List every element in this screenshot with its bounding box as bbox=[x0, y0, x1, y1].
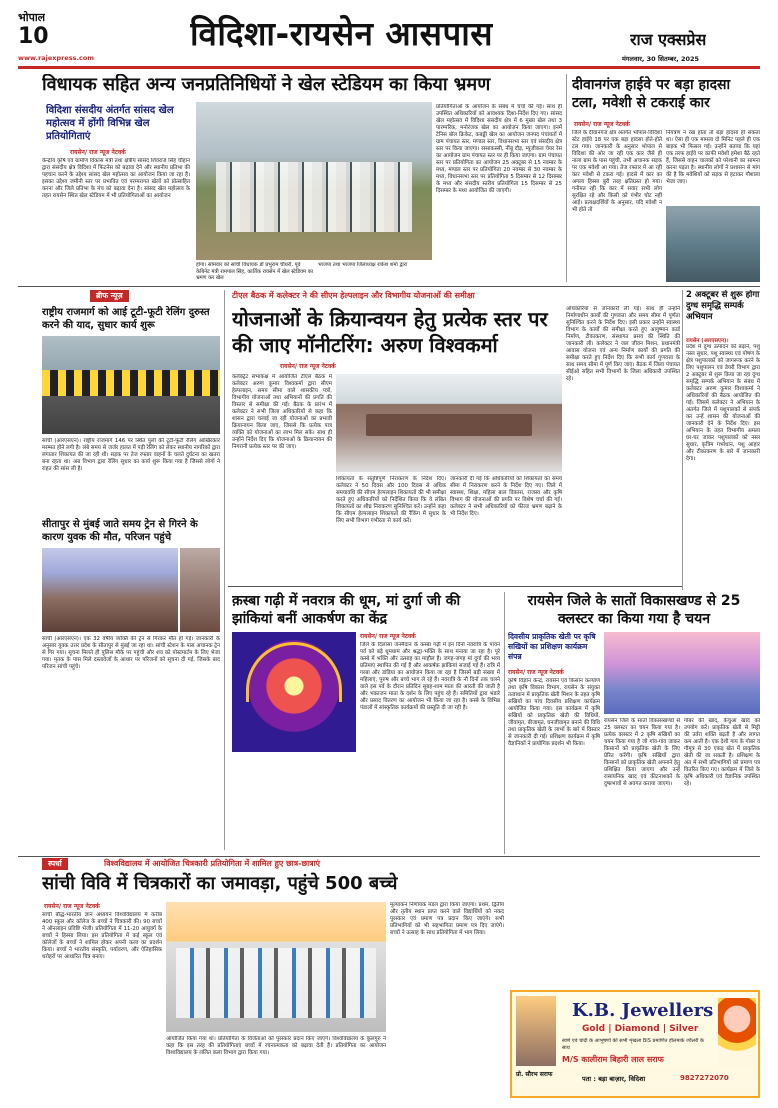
section-rule-3 bbox=[18, 856, 760, 857]
story1-subhead: विदिशा संसदीय अंतर्गत सांसद खेल महोत्सव में होंगी विभिन्न खेल प्रतियोगिताएं bbox=[46, 105, 174, 142]
cluster-photo bbox=[604, 632, 760, 714]
accident-body-1: जिले के दीवानगंज क्षेत्र अंतर्गत भोपाल-विदिशा स्टेट हाईवे 18 पर एक बड़ा हादसा होते-होते टल गया। जानकारी के अनुसार भोपाल से विदिशा की ओर जा रही एक कार जैसे ही नाला ग्राम के पास पहुंची, तभी अचानक सड़क पर एक मवेशी आ गया। तेज रफ्तार में आ रही कार मवेशी से टकरा गई। हादसे में कार का अगला हिस्सा बुरी तरह क्षतिग्रस्त हो गया। गनीमत रही कि कार में सवार सभी लोग सुरक्षित रहे और किसी को गंभीर चोट नहीं आई। प्रत्यक्षदर्शियों के अनुसार, यदि मवेशी न भी होते तो bbox=[572, 130, 662, 213]
section-rule-2 bbox=[228, 586, 682, 587]
masthead bbox=[18, 8, 760, 66]
ad-brand: K.B. Jewellers bbox=[572, 1000, 714, 1021]
navratri-photo bbox=[232, 632, 356, 752]
cluster-headline: रायसेन जिले के सातों विकासखण्ड से 25 क्लस्टर का किया गया है चयन bbox=[527, 593, 741, 627]
story1-body-right: प्रतियोगिताओं के आयोजन के संबंध में चर्चा की गई। साथ ही उपस्थित अधिकारियों को आवश्यक दिशा-निर्देश दिए गए। सांसद खेल महोत्सव में विदिशा संसदीय क्षेत्र में 6 मुख्य खेल तथा 3 पारम्परिक, मनोरंजक खेल का आयोजन किया जाएगा। इनमें टेनिस बॉल क्रिकेट, कबड्डी खेल का आयोजन जनपद पंचायतों में ग्राम पंचायत स्तर, मण्डल स्तर, विधानसभा स्तर एवं संसदीय क्षेत्र स्तर पर किया जाएगा। रस्साकस्सी, नींबू दौड़, म्यूजीकल चेयर रेस का आयोजन ग्राम पंचायत स्तर पर ही किया जाएगा। ग्राम पंचायत स्तर पर प्रतियोगिता का आयोजन 25 अक्टूबर से 15 नवम्बर के मध्य, मण्डल स्तर पर प्रतियोगिता 20 नवम्बर से 30 नवम्बर के मध्य, विधानसभा स्तर पर प्रतियोगिता 5 दिसम्बर से 12 दिसम्बर के मध्य और संसदीय स्तरीय प्रतियोगिता 15 दिसम्बर से 25 दिसम्बर के मध्य आयोजित की जाएगी। bbox=[436, 104, 562, 194]
cluster-subhead: दिवसीय प्राकृतिक खेती पर कृषि सखियों का प्रशिक्षण कार्यक्रम संपन्न bbox=[508, 632, 596, 661]
story1-caption-2: भाजपा तथा भाजपा जिलाध्यक्ष राकेश शर्मा द्वारा bbox=[318, 262, 408, 268]
section-rule-1 bbox=[18, 286, 760, 287]
brief-photo-3 bbox=[180, 548, 220, 632]
milk-headline: 2 अक्टूबर से शुरू होगा दुग्ध समृद्धि सम्पर्क अभियान bbox=[686, 290, 760, 322]
students-shape bbox=[176, 948, 376, 1018]
meeting-table-shape bbox=[366, 414, 532, 436]
art-tag: स्पर्धा bbox=[42, 858, 68, 870]
tl-body-a: कलेक्ट्रेट सभाकक्ष में आयोजित टीएल बैठक में कलेक्टर अरुण कुमार विश्वकर्मा द्वारा सीएम हेल्पलाइन, समय सीमा वाले शासकीय पत्रों, विभागीय योजनाओं तथा अभियानों की प्रगति की विस्तार से समीक्षा की गई। बैठक के प्रारंभ में कलेक्टर ने सभी जिला अधिकारियों से कहा कि शासन द्वारा चलाई जा रही योजनाओं का प्रभावी क्रियान्वयन किया जाए, जिससे कि प्रत्येक पात्र व्यक्ति को योजनाओं का लाभ मिल सके। साथ ही उन्होंने निर्देश दिए कि योजनाओं के क्रियान्वयन की निगरानी प्रत्येक स्तर पर की जाए। bbox=[232, 374, 332, 450]
paper-name: राज एक्सप्रेस bbox=[630, 30, 707, 49]
tl-kicker: टीएल बैठक में कलेक्टर ने की सीएम हेल्पलाइन और विभागीय योजनाओं की समीक्षा bbox=[232, 291, 475, 300]
cluster-byline: रायसेन/ राज न्यूज नेटवर्क bbox=[508, 669, 564, 676]
col-divider bbox=[566, 74, 567, 282]
brief-body-1: सांची (आरएसएन)। राष्ट्रीय राजमार्ग 146 पर स्थित पुलों की टूटी-फूटी रेलिंग आखिरकार मरम्मत होने लगी है। लंबे समय से जर्जर हालत में पड़ी रेलिंग को लेकर स्थानीय नागरिकों द्वारा लगातार शिकायत की जा रही थी। सड़क पर तेज रफ्तार वाहनों के चलते दुर्घटना का खतरा बना रहता था। अब विभाग द्वारा रेलिंग सुधार का कार्य शुरू किया गया है जिससे लोगों ने राहत की सांस ली है। bbox=[42, 438, 220, 472]
brief-photo-2 bbox=[42, 548, 178, 632]
art-body-c: मूल्यांकन निर्णायक मंडल द्वारा किया जाएगा। प्रथम, द्वितीय और तृतीय स्थान प्राप्त करने वाले विद्यार्थियों को नकद पुरस्कार एवं प्रमाण पत्र प्रदान किए जाएंगे। सभी प्रतिभागियों को भी सहभागिता प्रमाण पत्र दिए जाएंगे। बच्चों ने उत्साह के साथ प्रतियोगिता में भाग लिया। bbox=[390, 902, 504, 936]
cluster-body-a: कृषि विज्ञान केन्द्र, रायसेन एवं किसान कल्याण तथा कृषि विकास विभाग, रायसेन के संयुक्त तत्वाधान में प्राकृतिक खेती मिशन के तहत कृषि सखियों का पांच दिवसीय प्रशिक्षण कार्यक्रम आयोजित किया गया। इस कार्यक्रम में कृषि सखियों को प्राकृतिक खेती की विधियों, जीवामृत, बीजामृत, घनजीवामृत बनाने की विधि तथा प्राकृतिक खेती के लाभों के बारे में विस्तार से जानकारी दी गई। प्रशिक्षण कार्यक्रम में कृषि वैज्ञानिकों ने प्रायोगिक प्रदर्शन भी किया। bbox=[508, 678, 600, 747]
story1-photo bbox=[196, 102, 432, 260]
navratri-byline: रायसेन/ राज न्यूज नेटवर्क bbox=[360, 633, 416, 640]
cluster-body-b: रायसेन जिले के सातों विकासखण्डों से 25 क्लस्टर का चयन किया गया है। प्रत्येक क्लस्टर में 2 कृषि सखियों का चयन किया गया है जो गांव-गांव जाकर किसानों को प्राकृतिक खेती के लिए प्रेरित करेंगी। कृषि सखियों द्वारा किसानों को प्राकृतिक खेती अपनाने हेतु प्रशिक्षित किया जाएगा और उन्हें रासायनिक खाद एवं कीटनाशकों के दुष्प्रभावों से अवगत कराया जाएगा। bbox=[604, 718, 680, 787]
story1-headline: विधायक सहित अन्य जनप्रतिनिधियों ने खेल स्टेडियम का किया भ्रमण bbox=[42, 74, 491, 95]
ad-photo bbox=[516, 996, 556, 1066]
tl-byline: रायसेन/ राज न्यूज नेटवर्क bbox=[280, 363, 336, 370]
milk-byline: रायसेन (आरएसएन)। bbox=[686, 338, 729, 344]
accident-body-2: नियंत्रण न रख होता तो बड़ा हादसा हो सकता था। ऐसा ही एक मामला दो मिनिट पहले ही एक बाइक भी फिसल गई। उन्होंने बताया कि यहां एक तरफ हाईवे पर काफी मवेशी हमेशा बैठे रहते हैं, जिससे वाहन चालकों को परेशानी का सामना करना पड़ता है। स्थानीय लोगों ने प्रशासन से मांग की है कि मवेशियों को सड़क से हटाकर गौशाला भेजा जाए। bbox=[666, 130, 760, 185]
brief-tag: ब्रीफ न्यूज़ bbox=[90, 290, 129, 302]
tl-body-b: शिकायतों के संतुष्टिपूर्ण निराकरण के निर्देश दिए। कलेक्टर ने 50 दिवस और 100 दिवस से अधिक समयावधि की सीएम हेल्पलाइन शिकायतों की भी समीक्षा करते हुए अधिकारियों को निर्देशित किया कि वे लंबित शिकायतों का शीघ्र निराकरण सुनिश्चित करें। उन्होंने कहा कि सीएम हेल्पलाइन शिकायतों की रैंकिंग में सुधार के लिए सभी विभाग गंभीरता से कार्य करें। bbox=[336, 476, 446, 524]
masthead-page-number: 10 bbox=[18, 24, 49, 49]
people-group-shape bbox=[216, 162, 412, 232]
brief-headline-1: राष्ट्रीय राजमार्ग को आई टूटी-फूटी रेलिंग दुरुस्त करने की याद, सुधार कार्य शुरू bbox=[42, 307, 210, 331]
art-kicker: विश्वविद्यालय में आयोजित चित्रकारी प्रतियोगिता में शामिल हुए छात्र-छात्राएं bbox=[104, 859, 321, 868]
brief-body-2: सांची (आरएसएन)। एक 32 वर्षीय व्यक्ति की ट्रेन से गिरकर मौत हो गई। जानकारी के अनुसार युवक उत्तर प्रदेश के सीतापुर से मुंबई जा रहा था। सांची स्टेशन के पास अचानक ट्रेन से गिर गया। सूचना मिलते ही पुलिस मौके पर पहुंची और शव को पोस्टमार्टम के लिए भेजा गया। मृतक के पास मिले दस्तावेजों के आधार पर परिजनों को सूचना दी गई, जिसके बाद परिजन सांची पहुंचे। bbox=[42, 636, 220, 670]
art-body-b: आयोजित किया गया था। प्रतियोगिता के विजेताओं को पुरस्कार प्रदान किए जाएंगे। विश्वविद्यालय के कुलगुरु ने कहा कि इस तरह की प्रतियोगिताएं बच्चों में रचनात्मकता को बढ़ावा देती हैं। प्रतियोगिता का आयोजन विश्वविद्यालय के ललित कला विभाग द्वारा किया गया। bbox=[166, 1036, 386, 1056]
accident-photo bbox=[666, 206, 760, 282]
masthead-date: मंगलवार, 30 सितम्बर, 2025 bbox=[622, 55, 700, 63]
ad-owner: प्रो. सौरभ सराफ bbox=[516, 1071, 553, 1078]
masthead-rule bbox=[18, 66, 760, 69]
accident-headline: दीवानगंज हाईवे पर बड़ा हादसा टला, मवेशी से टकराई कार bbox=[572, 77, 731, 111]
art-headline: सांची विवि में चित्रकारों का जमावड़ा, पहुंचे 500 बच्चे bbox=[42, 873, 398, 894]
tl-body-d: अधिकारियों से जानकारी ली गई। साथ ही उन्होंने निर्माणाधीन कार्यों की गुणवत्ता और समय सीमा में पूर्णता सुनिश्चित करने के निर्देश दिए। इसी प्रकार उन्होंने स्वास्थ्य विभाग के कार्यों की समीक्षा करते हुए आयुष्मान कार्ड निर्माण, टीकाकरण, संस्थागत प्रसव की स्थिति की जानकारी ली। कलेक्टर ने जल जीवन मिशन, प्रधानमंत्री आवास योजना एवं अन्य निर्माण कार्यों की प्रगति की समीक्षा करते हुए निर्देश दिए कि सभी कार्य गुणवत्ता के साथ समय सीमा में पूर्ण किए जाएं। बैठक में जिला पंचायत सीईओ सहित सभी विभागों के जिला अधिकारी उपस्थित रहे। bbox=[566, 306, 680, 382]
story1-byline: रायसेन/ राज न्यूज नेटवर्क bbox=[70, 149, 126, 156]
section-title: विदिशा-रायसेन आसपास bbox=[190, 14, 494, 53]
tl-headline: योजनाओं के क्रियान्वयन हेतु प्रत्येक स्तर पर की जाए मॉनीटरिंग: अरुण विश्वकर्मा bbox=[232, 307, 548, 357]
pandal-arch-shape bbox=[246, 642, 342, 702]
art-body-a: सांची बौद्ध-भारतीय ज्ञान अध्ययन विश्वविद्यालय में करीब 400 स्कूल और कॉलेज के बच्चों ने चित्रकारी की। 90 बच्चों ने ऑनलाइन प्रविष्टि भेजी। प्रतियोगिता में 11-20 आयुवर्ग के बच्चों ने हिस्सा लिया। इस प्रतियोगिता में कई स्कूल एवं कॉलेजों के बच्चों ने शामिल होकर अपनी कला का प्रदर्शन किया। बच्चों ने भारतीय संस्कृति, पर्यावरण, और ऐतिहासिक धरोहरों पर आधारित चित्र बनाए। bbox=[42, 912, 162, 960]
ad-address: पता : बड़ा बाज़ार, विदिशा bbox=[582, 1075, 646, 1083]
jeweller-ad bbox=[510, 990, 760, 1098]
col-divider-mid bbox=[504, 592, 505, 854]
masthead-url: www.rajexpress.com bbox=[18, 54, 95, 62]
brief-headline-2: सीतापुर से मुंबई जाते समय ट्रेन से गिरने के कारण युवक की मौत, परिजन पहुंचे bbox=[42, 519, 198, 543]
tl-photo bbox=[336, 374, 562, 472]
navratri-headline: क़स्बा गढ़ी में नवरात्र की धूम, मां दुर्गा जी की झांकियां बनीं आकर्षण का केंद्र bbox=[232, 593, 461, 627]
accident-byline: रायसेन/ राज न्यूज नेटवर्क bbox=[574, 121, 630, 128]
art-photo bbox=[166, 902, 386, 1032]
cluster-body-c: गोबर की खाद, केंचुआ खाद का उपयोग करें। प्राकृतिक खेती से मिट्टी की उर्वरा शक्ति बढ़ती है और लागत कम आती है। एक देशी गाय के गोबर व गौमूत्र से 30 एकड़ खेत में प्राकृतिक खेती की जा सकती है। प्रशिक्षण के अंत में सभी प्रतिभागियों को प्रमाण पत्र वितरित किए गए। कार्यक्रम में जिले के कृषि अधिकारी एवं वैज्ञानिक उपस्थित रहे। bbox=[684, 718, 760, 787]
art-byline: रायसेन/ राज न्यूज नेटवर्क bbox=[44, 903, 100, 910]
ad-line: Gold | Diamond | Silver bbox=[582, 1024, 699, 1034]
masthead-city: भोपाल bbox=[18, 11, 46, 24]
col-divider-left bbox=[224, 290, 225, 850]
story1-caption: होगा। सोमवार को सांची विधायक डॉ प्रभुराम चौधरी, पूर्व केबिनेट मंत्री रामपाल सिंह, कार्तिक रायसेन में खेल स्टेडियम का भ्रमण कर खेल bbox=[196, 262, 314, 281]
navratri-body: जिले के दिलासा जनमैदान के कस्बा गढ़ी में इन दिनों नवरात्रि के पावन पर्व को बड़े धूमधाम और श्रद्धा-भक्ति के साथ मनाया जा रहा है। पूरे कस्बे में भक्ति और उत्साह का माहौल है। जगह-जगह मां दुर्गा की भव्य प्रतिमाएं स्थापित की गई हैं और आकर्षक झांकियां सजाई गई हैं। रात्रि में गरबा और डांडिया का आयोजन किया जा रहा है जिसमें बड़ी संख्या में महिलाएं, पुरुष और बच्चे भाग ले रहे हैं। नवरात्रि के नौ दिनों तक चलने वाले इस पर्व के दौरान प्रतिदिन सुबह-शाम माता की आरती की जाती है और भक्तजन माता के दर्शन के लिए पहुंच रहे हैं। समितियों द्वारा भंडारे और प्रसाद वितरण का आयोजन भी किया जा रहा है। कस्बे के विभिन्न पंडालों में सांस्कृतिक कार्यक्रमों की प्रस्तुति दी जा रही है। bbox=[360, 642, 500, 711]
jewellery-model-shape bbox=[718, 998, 756, 1068]
tl-body-c: जानकारी दी गई कि अधिकारियों को शिकायतों का समय सीमा में निराकरण करने के निर्देश दिए गए। जिले में स्वास्थ्य, शिक्षा, महिला बाल विकास, राजस्व और कृषि विभाग की योजनाओं की प्रगति पर विशेष चर्चा की गई। कलेक्टर ने सभी अधिकारियों को फील्ड भ्रमण बढ़ाने के भी निर्देश दिए। bbox=[450, 476, 562, 517]
story1-body-left: केन्द्रीय कृषि एवं ग्रामीण विकास मंत्री तथा क्षेत्रीय सांसद शिवराज सिंह चौहान द्वारा संसदीय क्षेत्र विदिशा में फिटनेस को बढ़ावा देने और स्थानीय प्रतिभा की पहचान करने के उद्देश्य सांसद खेल महोत्सव का आयोजन किया जा रहा है। इसका उद्देश्य जमीनी स्तर पर प्रभावित एवं परम्परागत खेलों को प्रोत्साहित करना और जिले प्रतिभा के मंच को बढ़ावा देना है। सांसद खेल महोत्सव के तहत रायसेन स्थित खेल स्टेडियम में भी प्रतियोगिताओं का आयोजन bbox=[42, 158, 190, 199]
milk-body: प्रदेश में दुग्ध उत्पादन को बढ़ाने, पशु नस्ल सुधार, पशु स्वास्थ्य एवं पोषण के क्षेत्र पशुपालकों को जागरूक करने के लिए पशुपालन एवं डेयरी विभाग द्वारा 2 अक्टूबर से शुरू किया जा रहा दुग्ध समृद्धि सम्पर्क अभियान के संबंध में कलेक्टर अरुण कुमार विश्वकर्मा ने अधिकारियों की बैठक आयोजित की गई। जिसमें कलेक्टर ने अभियान के अंतर्गत जिले में पशुपालकों से संपर्क कर उन्हें शासन की योजनाओं की जानकारी देने के निर्देश दिए। इस अभियान के तहत विभागीय अमला घर-घर जाकर पशुपालकों को नस्ल सुधार, कृत्रिम गर्भाधान, पशु आहार और टीकाकरण के बारे में जानकारी देगा। bbox=[686, 344, 760, 462]
brief-photo-1 bbox=[42, 336, 220, 434]
col-divider-right bbox=[682, 290, 683, 590]
ad-hindi: स्वर्ण एवं चांदी के आभूषणों की सभी शृंखला BIS प्रमाणित हॉलमार्क ज्वैलरी के साथ bbox=[562, 1038, 704, 1051]
ad-phone: 9827272070 bbox=[680, 1074, 729, 1082]
ad-shop: M/S कालीराम बिहारी लाल सराफ bbox=[562, 1055, 664, 1064]
railing-shape bbox=[42, 370, 220, 396]
